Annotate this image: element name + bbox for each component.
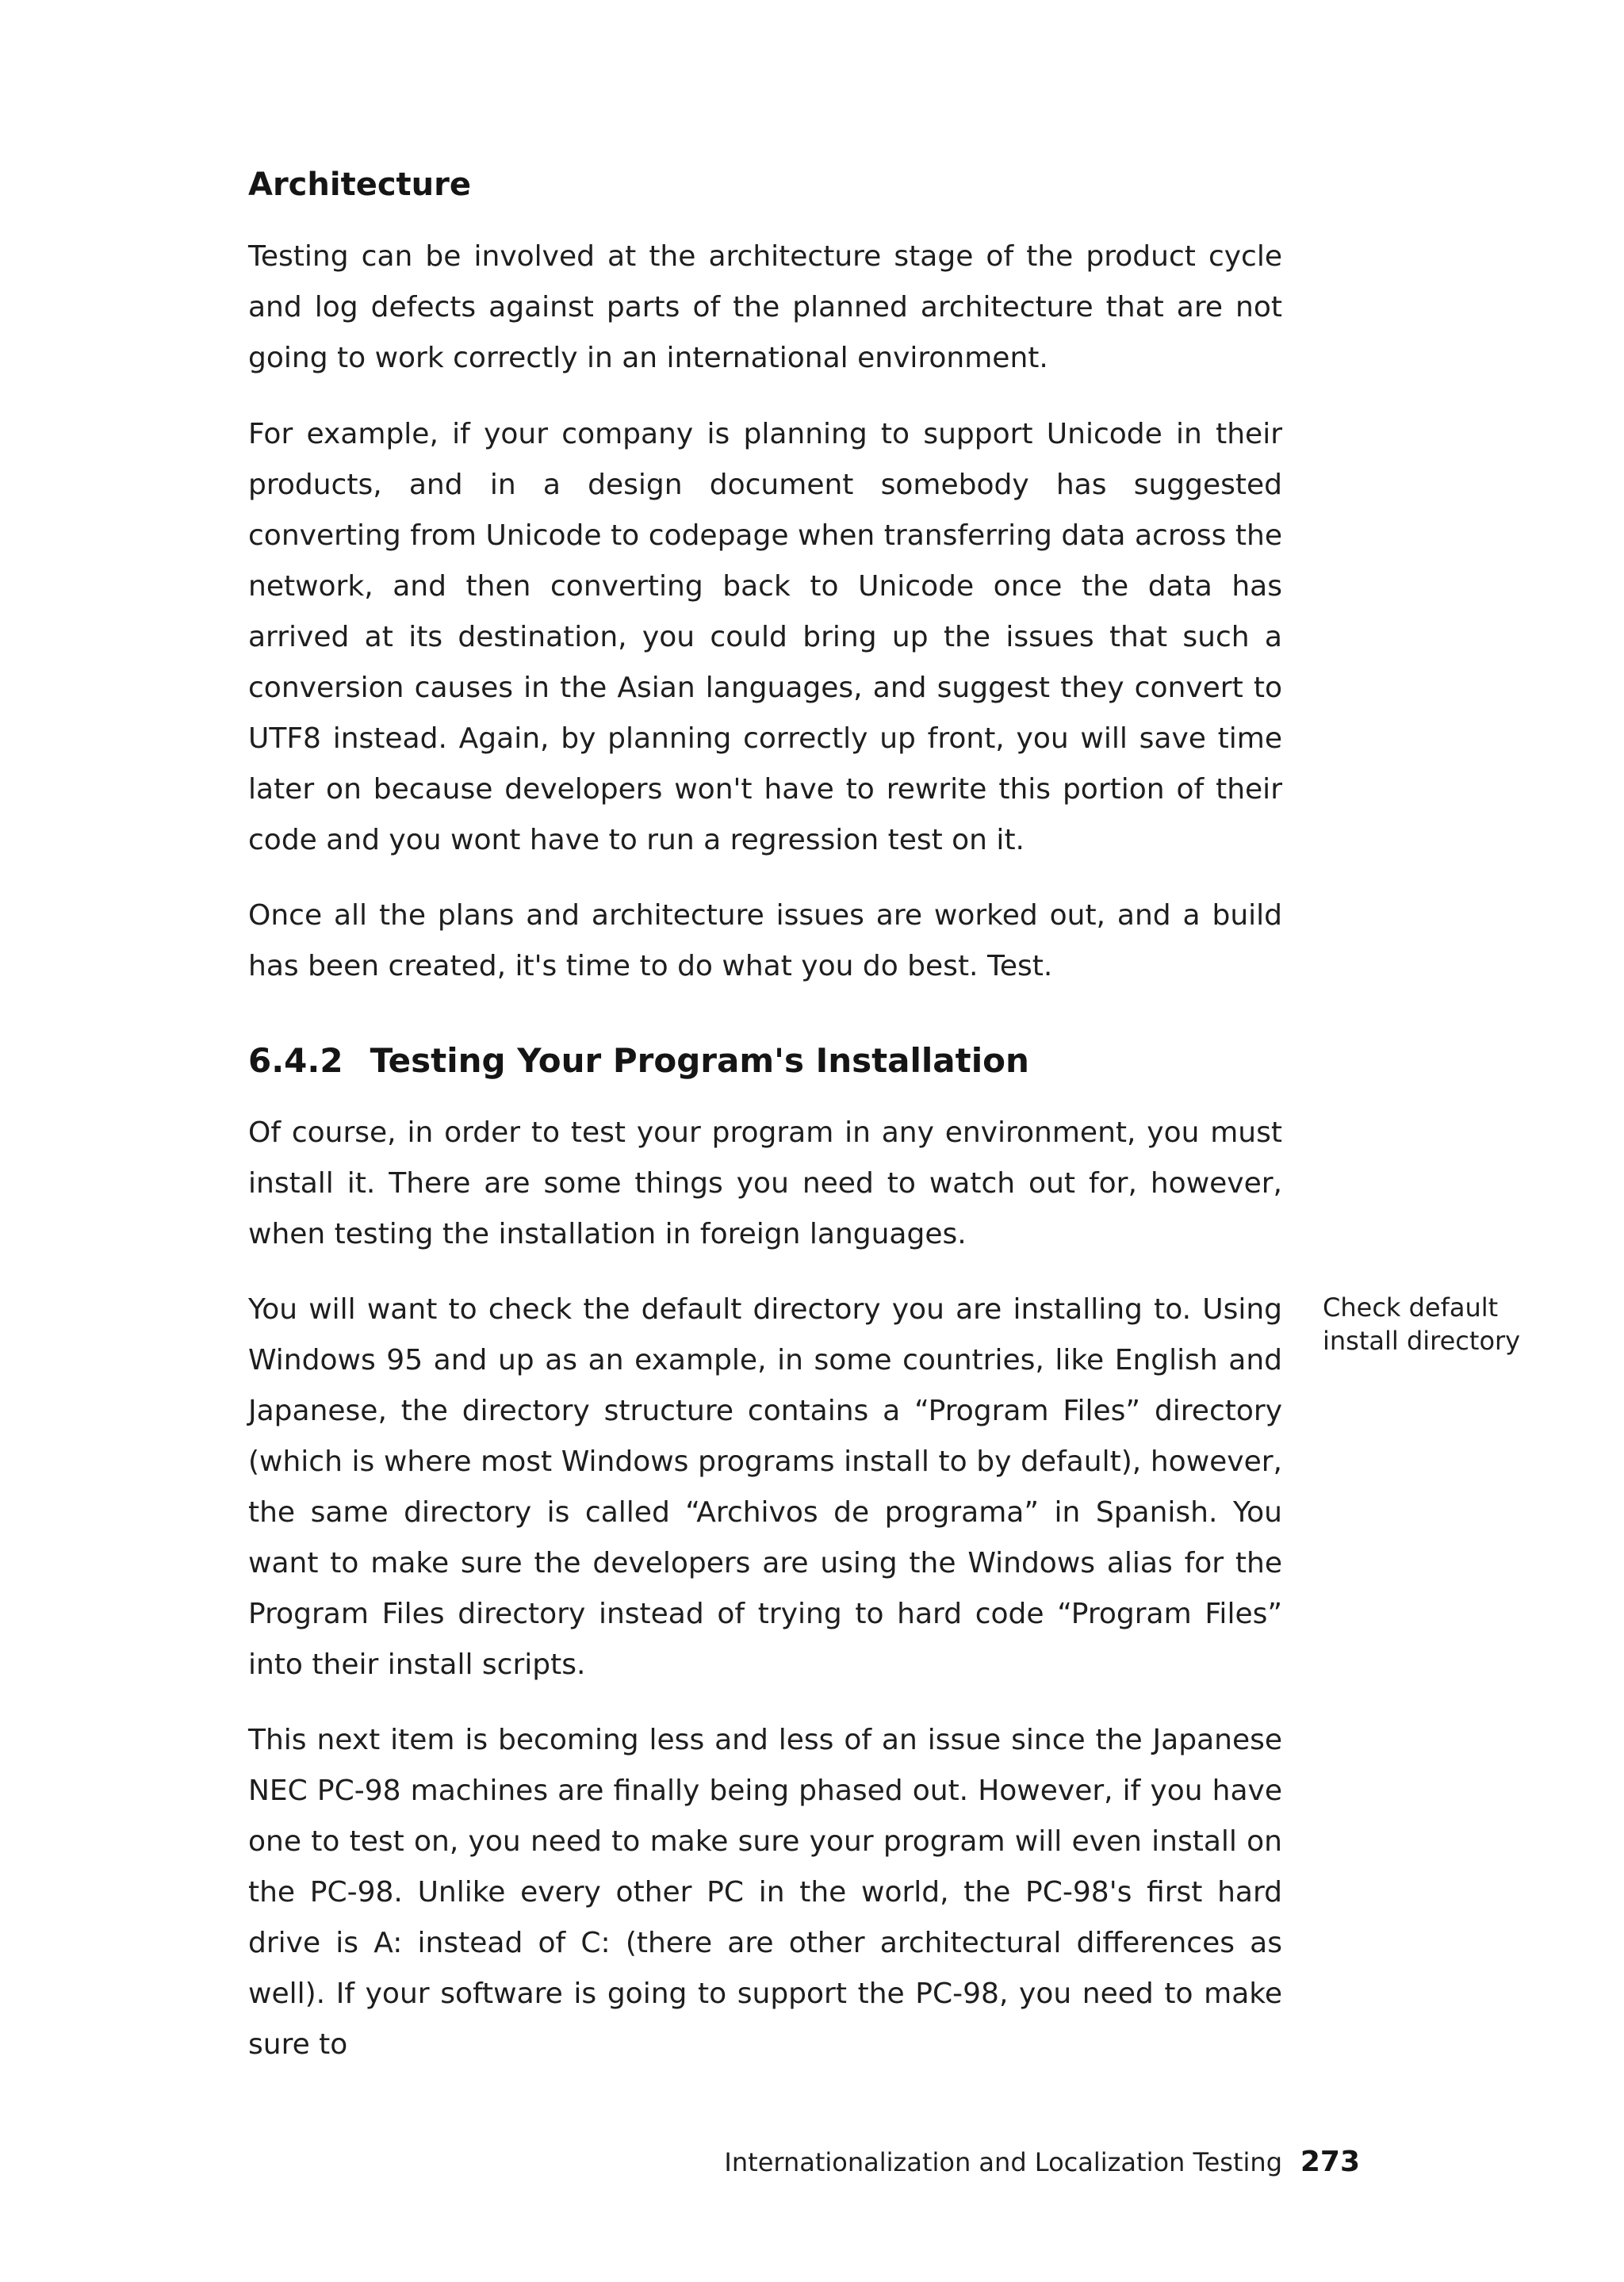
running-footer-title: Internationalization and Localization Testing [724, 2147, 1282, 2177]
margin-note-line-1: Check default [1323, 1292, 1499, 1323]
section-paragraph-2: You will want to check the default directory you are installing to. Using Windows 95 and up as an example, in some countries, like English and Japanese, the directory structure contains a “Program Files” directory (which is where most Windows programs install to by default), however, the same directory is called “Archivos de programa” in Spanish. You want to make sure the developers are using the Windows alias for the Program Files directory instead of trying to hard code “Program Files” into their install scripts. [248, 1293, 1282, 1681]
section-number: 6.4.2 [248, 1041, 343, 1080]
architecture-paragraph-1: Testing can be involved at the architecture stage of the product cycle and log defects against parts of the planned architecture that are not going to work correctly in an international environment. [248, 240, 1282, 374]
section-title: Testing Your Program's Installation [370, 1041, 1029, 1080]
margin-note-line-2: install directory [1323, 1326, 1521, 1356]
section-paragraph-3: This next item is becoming less and less of an issue since the Japanese NEC PC-98 machines are finally being phased out. However, if you have one to test on, you need to make sure your program will even install on the PC-98. Unlike every other PC in the world, the PC-98's first hard drive is A: instead of C: (there are other architectural differences as well). If your software is going to support the PC-98, you need to make sure to [248, 1724, 1282, 2061]
section-heading [248, 1040, 1282, 1082]
page-footer [248, 2142, 1362, 2182]
section-paragraph-1: Of course, in order to test your program in any environment, you must install it. There are some things you need to watch out for, however, when testing the installation in foreign languages. [248, 1116, 1282, 1250]
margin-note [1323, 1291, 1561, 1357]
architecture-heading: Architecture [248, 167, 471, 203]
architecture-paragraph-2: For example, if your company is planning to support Unicode in their products, and in a design document somebody has suggested converting from Unicode to codepage when transferring data across the network, and then converting back to Unicode once the data has arrived at its destination, you could bring up the issues that such a conversion causes in the Asian languages, and suggest they convert to UTF8 instead. Again, by planning correctly up front, you will save time later on because developers won't have to rewrite this portion of their code and you wont have to run a regression test on it. [248, 418, 1282, 856]
architecture-paragraph-3: Once all the plans and architecture issues are worked out, and a build has been created, it's time to do what you do best. Test. [248, 899, 1282, 982]
page-number: 273 [1300, 2146, 1360, 2178]
